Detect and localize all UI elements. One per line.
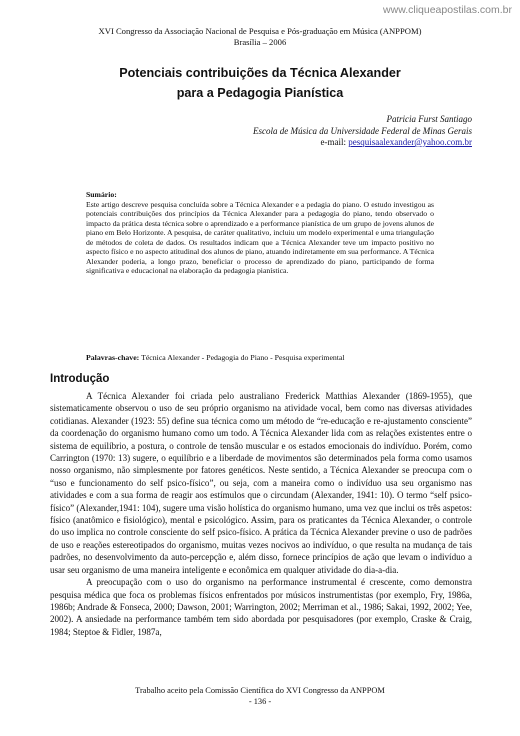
paragraph: A Técnica Alexander foi criada pelo australiano Frederick Matthias Alexander (1869-1955), que sistematicamente observou o uso de seu próprio organismo na atividade vocal, bem como nas diversas atividades cotidianas. Alexander (1923: 55) define sua técnica como um método de “re-educação e re-ajustamento consciente” da coordenação do organismo humano como um todo. A Técnica Alexander lida com as relações existentes entre o sistema de equilíbrio, a postura, o controle de tensão muscular e os estados emocionais do indivíduo. Porém, como Carrington (1970: 13) sugere, o equilíbrio e a liberdade de movimentos são determinados pela forma como usamos nosso organismo, não simplesmente por fatores genéticos. Neste sentido, a Técnica Alexander se preocupa com o “uso e funcionamento do self psico-físico”, ou seja, com a maneira como o indivíduo usa seu organismo nas atividades e com a sua forma de reagir aos estímulos que o circundam (Alexander, 1941: 10). O termo “self psico-físico” (Alexander,1941: 104), sugere uma visão holística do organismo humano, uma vez que inclui os três aspetos: físico (anatômico e fisiológico), mental e psicológico. Assim, para os praticantes da Técnica Alexander, o controle do uso implica no controle consciente do self psico-físico. A prática da Técnica Alexander previne o uso de padrões de uso e reações estereotipados do organismo, muitas vezes nocivos ao indivíduo, o que resulta na mudança de tais padrões, no desenvolvimento da auto-percepção e, além disso, fornece princípios de ação que levam o indivíduo a usar seu organismo de uma maneira inteligente e econômica em qualquer atividade do dia-a-dia. — [50, 391, 472, 575]
watermark: www.cliqueapostilas.com.br — [383, 4, 512, 16]
keywords-text: Técnica Alexander - Pedagogia do Piano - Pesquisa experimental — [141, 353, 345, 362]
section-title: Introdução — [50, 373, 110, 385]
email-label: e-mail: — [320, 137, 346, 147]
abstract — [86, 190, 434, 276]
page-number: - 136 - — [248, 696, 272, 706]
conference-location: Brasília – 2006 — [233, 36, 287, 47]
author-affiliation: Escola de Música da Universidade Federal de Minas Gerais — [253, 125, 472, 136]
abstract-label: Sumário: — [86, 190, 117, 199]
footer-note: Trabalho aceito pela Comissão Científica do XVI Congresso da ANPPOM — [135, 686, 385, 695]
keywords — [86, 353, 446, 362]
title-line-2: para a Pedagogia Pianística — [176, 86, 344, 100]
email-link[interactable]: pesquisaalexander@yahoo.com.br — [348, 137, 472, 147]
conference-name: XVI Congresso da Associação Nacional de Pesquisa e Pós-graduação em Música (ANPPOM) — [98, 26, 422, 36]
paper-title — [0, 63, 520, 103]
abstract-text: Este artigo descreve pesquisa concluída sobre a Técnica Alexander e a pedagia do piano. O estudo investigou as potenciais contribuições dos princípios da Técnica Alexander para a pedagogia do piano, tendo observado o impacto da prática desta técnica sobre o aprendizado e a performance pianística de um grupo de jovens alunos de piano em Belo Horizonte. A pesquisa, de caráter qualitativo, incluiu um modelo experimental e uma triangulação de métodos de coleta de dados. Os resultados indicam que a Técnica Alexander teve um impacto positivo no aspecto físico e no aspecto atitudinal dos alunos de piano, atuando indiretamente em sua performance. A Técnica Alexander poderia, a longo prazo, beneficiar o processo de aprendizado do piano, participando de forma significativa e educacional na elaboração da pedagogia pianística. — [86, 199, 434, 276]
title-line-1: Potenciais contribuições da Técnica Alexander — [119, 66, 401, 80]
body-text — [50, 390, 472, 638]
paragraph: A preocupação com o uso do organismo na performance instrumental é crescente, como demonstra pesquisa médica que foca os problemas físicos enfrentados por músicos instrumentistas (por exemplo, Fry, 1986a, 1986b; Andrade & Fonseca, 2000; Dawson, 2001; Warrington, 2002; Merriman et al., 1986; Sakai, 1992, 2002; Yee, 2002). A ansiedade na performance também tem sido abordada por pesquisadores (por exemplo, Craske & Craig, 1984; Steptoe & Fidler, 1987a, — [50, 577, 472, 637]
author-block — [253, 114, 472, 149]
author-name: Patricia Furst Santiago — [386, 114, 472, 124]
author-email-line — [253, 137, 472, 149]
conference-header — [0, 26, 520, 47]
page-footer — [0, 686, 520, 707]
keywords-label: Palavras-chave: — [86, 353, 140, 362]
